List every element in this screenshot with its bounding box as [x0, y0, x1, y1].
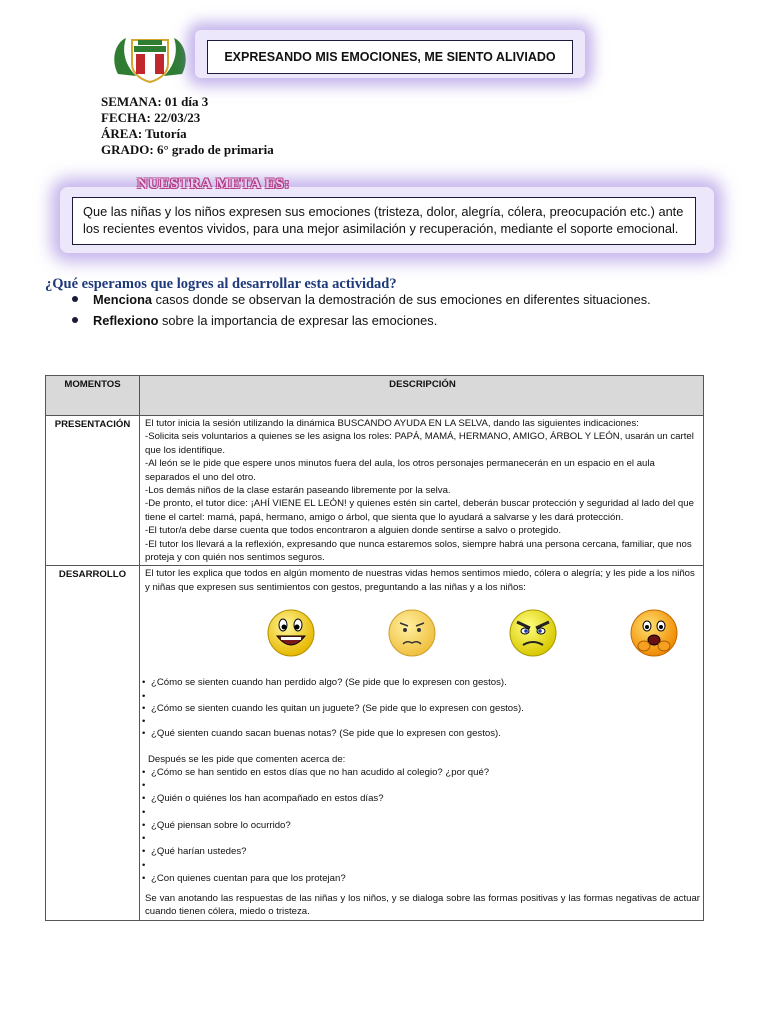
presentacion-description: El tutor inicia la sesión utilizando la dinámica BUSCANDO AYUDA EN LA SELVA, dando las siguientes indicaciones: -Solicita seis voluntarios a quienes se les asigna los roles: PAPÁ, MAMÁ, HERMANO, AMIGO, ÁRBOL Y LEÓN, usarán un cartel que los identifique. -Al león se le pide que espere unos minutos fuera del aula, los otros personajes permanecerán en un espacio en el aula separados el uno del otro. -Los demás niños de la clase estarán paseando libremente por la selva. -De pronto, el tutor dice: ¡AHÍ VIENE EL LEÓN! y quienes estén sin cartel, deberán buscar protección y seguridad al lado del que tiene el cartel: mamá, papá, hermano, amigo o árbol, que sienta que lo ayudará a salvarse y les dará protección. -El tutor/a debe darse cuenta que todos encontraron a alguien donde sentirse a salvo o protegido. -El tutor los llevará a la reflexión, expresando que nunca estaremos solos, siempre habrá una persona cercana, familiar, que nos proteja y con quién nos sentimos seguros.: [140, 416, 704, 566]
angry-face-icon: [505, 608, 561, 658]
list-item: • ¿Cómo se sienten cuando han perdido algo? (Se pide que lo expresen con gestos).: [145, 676, 700, 689]
bullet-icon: [72, 317, 78, 323]
objective-item: Reflexiono sobre la importancia de expresar las emociones.: [72, 313, 437, 328]
bullet-icon: [72, 296, 78, 302]
goal-heading: NUESTRA META ES:: [137, 176, 290, 192]
list-item: • ¿Cómo se sienten cuando les quitan un juguete? (Se pide que lo expresen con gestos).: [145, 702, 700, 715]
scared-face-icon: [626, 608, 682, 658]
page-title: EXPRESANDO MIS EMOCIONES, ME SIENTO ALIVIADO: [207, 40, 573, 74]
table-row-desarrollo: [46, 566, 704, 920]
col-descripcion: DESCRIPCIÓN: [140, 376, 704, 416]
desarrollo-description: [140, 566, 704, 920]
happy-face-icon: [263, 608, 319, 658]
question-list: [145, 766, 700, 885]
table-row-presentacion: [46, 416, 704, 566]
list-item: • ¿Con quienes cuentan para que los protejan?: [145, 872, 700, 885]
fecha: FECHA: 22/03/23: [101, 110, 201, 125]
area: ÁREA: Tutoría: [101, 126, 187, 141]
goal-box: Que las niñas y los niños expresen sus emociones (tristeza, dolor, alegría, cólera, preocupación etc.) ante los recientes eventos vividos, para una mejor asimilación y recuperación, mediante el soporte emocional.: [72, 197, 696, 245]
objective-item: Menciona casos donde se observan la demostración de sus emociones en diferentes situaciones.: [72, 292, 651, 307]
moment-label: DESARROLLO: [46, 566, 140, 920]
sad-face-icon: [384, 608, 440, 658]
moment-label: PRESENTACIÓN: [46, 416, 140, 566]
list-item: • ¿Cómo se han sentido en estos días que no han acudido al colegio? ¿por qué?: [145, 766, 700, 779]
session-table: [45, 375, 704, 921]
semana: SEMANA: 01 día 3: [101, 94, 209, 109]
closing-text: Se van anotando las respuestas de las niñas y los niños, y se dialoga sobre las formas positivas y las formas negativas de actuar cuando tienen cólera, miedo o tristeza.: [145, 892, 700, 918]
objectives-question: ¿Qué esperamos que logres al desarrollar esta actividad?: [45, 276, 397, 292]
list-item: • ¿Quién o quiénes los han acompañado en estos días?: [145, 792, 700, 805]
session-info: [101, 94, 274, 158]
desarrollo-intro: El tutor les explica que todos en algún momento de nuestras vidas hemos sentimos miedo, cólera o alegría; y les pide a los niños y niñas que expresen sus sentimientos con gestos, preguntando a las niñas y a los niños:: [145, 568, 695, 593]
list-item: • ¿Qué harían ustedes?: [145, 845, 700, 858]
grado: GRADO: 6° grado de primaria: [101, 142, 274, 157]
question-list: [145, 676, 700, 740]
table-header-row: [46, 376, 704, 416]
col-momentos: MOMENTOS: [46, 376, 140, 416]
list-item: • ¿Qué piensan sobre lo ocurrido?: [145, 819, 700, 832]
emotion-faces: [145, 594, 700, 676]
after-text: Después se les pide que comenten acerca de:: [148, 753, 346, 765]
list-item: • ¿Qué sienten cuando sacan buenas notas? (Se pide que lo expresen con gestos).: [145, 727, 700, 740]
school-crest-icon: [112, 34, 188, 84]
